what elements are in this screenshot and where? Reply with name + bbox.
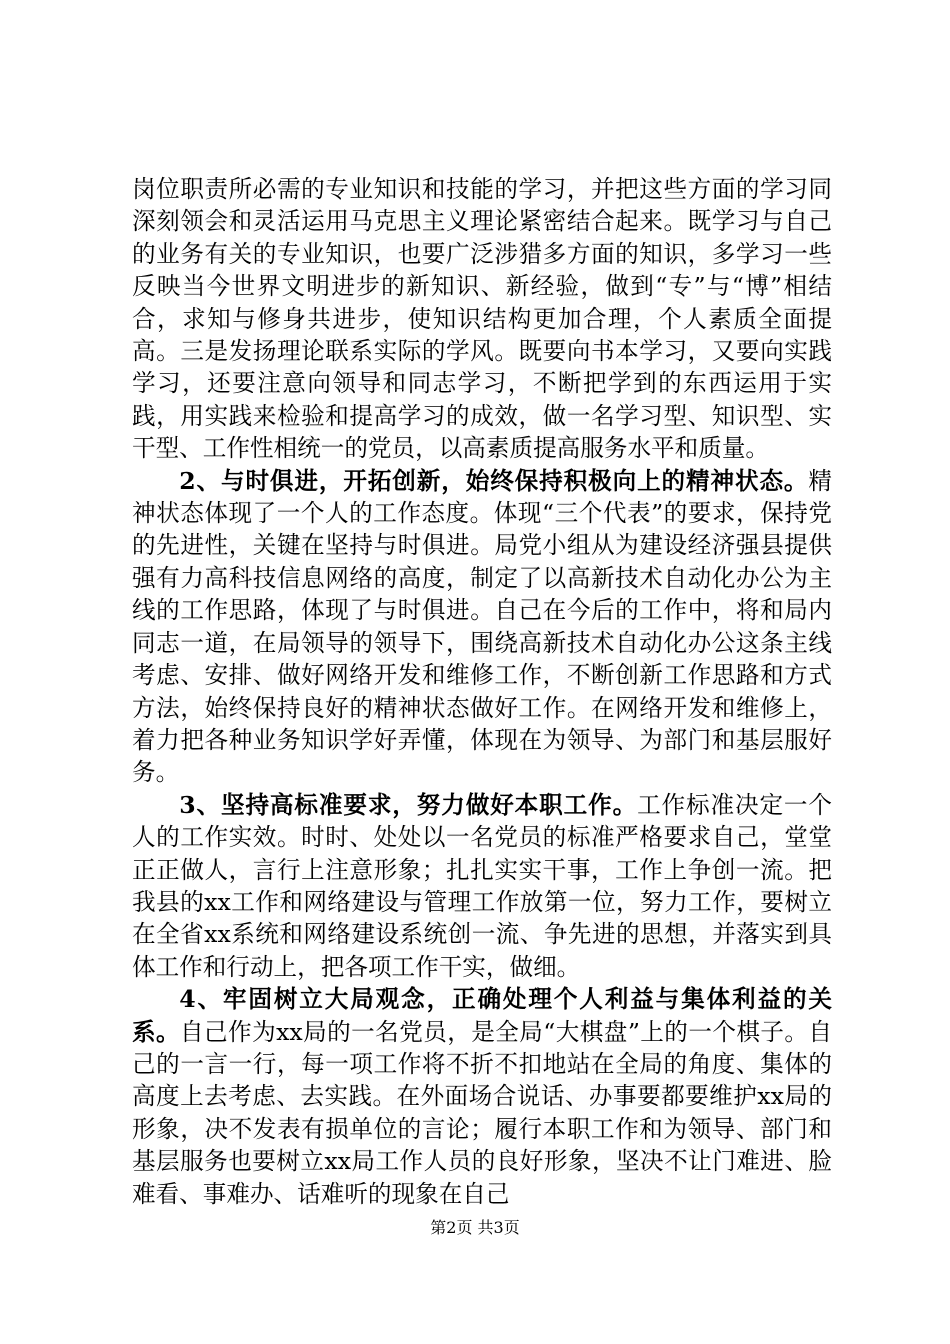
paragraph-text: 精神状态体现了一个人的工作态度。体现“三个代表”的要求，保持党的先进性，关键在坚持与时俱进。局党小组从为建设经济强县提供强有力高科技信息网络的高度，制定了以高新技术自动化办公为主线的工作思路，体现了与时俱进。自己在今后的工作中，将和局内同志一道，在局领导的领导下，围绕高新技术自动化办公这条主线考虑、安排、做好网络开发和维修工作，不断创新工作思路和方式方法，始终保持良好的精神状态做好工作。在网络开发和维修上，着力把各种业务知识学好弄懂，体现在为领导、为部门和基层服好务。 [132, 466, 832, 787]
paragraph-text: 自己作为xx局的一名党员，是全局“大棋盘”上的一个棋子。自己的一言一行，每一项工作将不折不扣地站在全局的角度、集体的高度上去考虑、去实践。在外面场合说话、办事要都要维护xx局的形象，决不发表有损单位的言论；履行本职工作和为领导、部门和基层服务也要树立xx局工作人员的良好形象，坚决不让门难进、脸难看、事难办、话难听的现象在自己 [132, 1017, 832, 1208]
page-footer [0, 1218, 950, 1238]
paragraph-heading: 4、牢固树立大局观念，正确处理个人利益与集体利益的关系。 [132, 985, 832, 1046]
paragraph-3 [132, 789, 832, 983]
page-number-indicator: 第2页 共3页 [430, 1218, 520, 1237]
paragraph-text: 岗位职责所必需的专业知识和技能的学习，并把这些方面的学习同深刻领会和灵活运用马克思主义理论紧密结合起来。既学习与自己的业务有关的专业知识，也要广泛涉猎多方面的知识，多学习一些反映当今世界文明进步的新知识、新经验，做到“专”与“博”相结合，求知与修身共进步，使知识结构更加合理，个人素质全面提高。三是发扬理论联系实际的学风。既要向书本学习，又要向实践学习，还要注意向领导和同志学习，不断把学到的东西运用于实践，用实践来检验和提高学习的成效，做一名学习型、知识型、实干型、工作性相统一的党员，以高素质提高服务水平和质量。 [132, 175, 832, 463]
paragraph-heading: 3、坚持高标准要求，努力做好本职工作。 [179, 790, 638, 819]
paragraph-4 [132, 983, 832, 1210]
paragraph-text: 工作标准决定一个人的工作实效。时时、处处以一名党员的标准严格要求自己，堂堂正正做人，言行上注意形象；扎扎实实干事，工作上争创一流。把我县的xx工作和网络建设与管理工作放第一位，努力工作，要树立在全省xx系统和网络建设系统创一流、争先进的思想，并落实到具体工作和行动上，把各项工作干实，做细。 [132, 790, 833, 981]
paragraph-2 [132, 465, 832, 789]
paragraph-heading: 2、与时俱进，开拓创新，始终保持积极向上的精神状态。 [179, 466, 809, 495]
document-body [132, 173, 832, 1210]
paragraph-1 [132, 173, 832, 465]
